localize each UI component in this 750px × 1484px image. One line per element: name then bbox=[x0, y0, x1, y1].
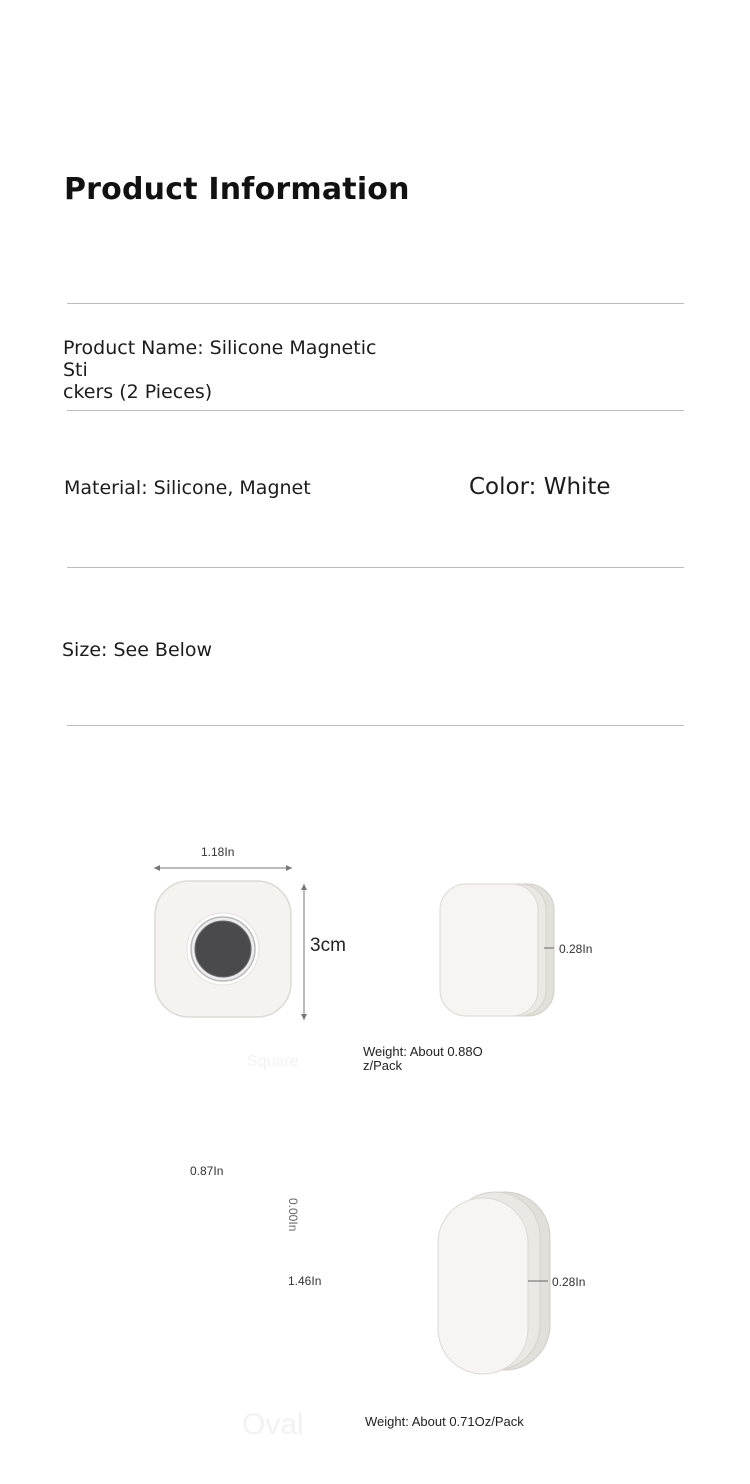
product-name-line-2: ckers (2 Pieces) bbox=[63, 381, 213, 403]
oval-weight: Weight: About 0.71Oz/Pack bbox=[365, 1414, 524, 1429]
divider bbox=[67, 725, 684, 726]
oval-thickness-label: 0.28In bbox=[552, 1275, 586, 1289]
divider bbox=[67, 303, 684, 304]
square-width-label: 1.18In bbox=[201, 845, 235, 859]
size-field: Size: See Below bbox=[62, 639, 213, 661]
square-thickness-label: 0.28In bbox=[559, 942, 593, 956]
page-title: Product Information bbox=[64, 172, 410, 207]
square-shape-label: Square bbox=[247, 1053, 299, 1070]
oval-height-label: 1.46In bbox=[288, 1274, 322, 1288]
square-sticker-front bbox=[150, 876, 300, 1026]
color-field: Color: White bbox=[469, 474, 611, 500]
square-sticker-side bbox=[436, 880, 560, 1022]
square-width-arrow bbox=[150, 860, 296, 876]
square-height-label: 3cm bbox=[310, 935, 346, 956]
square-weight-line-2: z/Pack bbox=[363, 1058, 403, 1073]
divider bbox=[67, 410, 684, 411]
square-weight bbox=[363, 1045, 483, 1073]
oval-shape-label: Oval bbox=[242, 1408, 304, 1441]
oval-width-label: 0.87In bbox=[190, 1164, 224, 1178]
product-name-line-1: Product Name: Silicone Magnetic Sti bbox=[63, 337, 377, 381]
material-field: Material: Silicone, Magnet bbox=[64, 477, 311, 499]
oval-rotated-label: 0.00In bbox=[286, 1198, 300, 1232]
divider bbox=[67, 567, 684, 568]
oval-sticker-side bbox=[434, 1188, 558, 1378]
magnet-icon bbox=[195, 921, 251, 977]
square-weight-line-1: Weight: About 0.88O bbox=[363, 1044, 483, 1059]
product-name-field bbox=[63, 337, 393, 403]
